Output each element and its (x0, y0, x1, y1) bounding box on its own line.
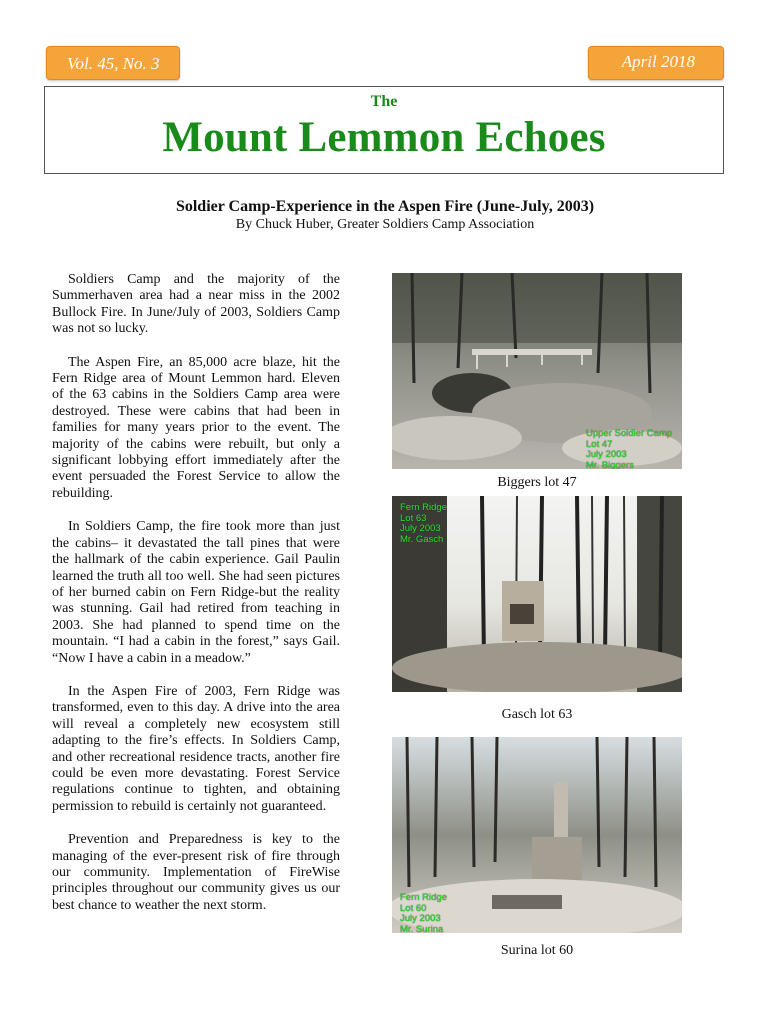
article-paragraph: In Soldiers Camp, the fire took more than just the cabins– it devastated the tall pines that were the hallmark of the cabin experience. Gail Paulin learned the truth all too well. She had seen pictures of her burned cabin on Fern Ridge-but the reality was stunning. Gail had retired from teaching in 2003. She had planned to spend time on the mountain. “I had a cabin in the forest,” says Gail. “Now I have a cabin in a meadow.” (52, 519, 340, 666)
photo-stamp-line: July 2003 (400, 913, 441, 924)
date-badge: April 2018 (588, 46, 724, 80)
photo-stamp-line: Lot 47 (586, 438, 613, 450)
photo-stamp (400, 503, 447, 545)
masthead-the: The (370, 93, 398, 110)
photo-stamp-line: Upper Soldier Camp (586, 428, 673, 439)
photo-stamp-line: Lot 60 (400, 902, 427, 914)
photo-stamp-line: Lot 63 (400, 512, 427, 524)
photo-biggers (392, 273, 682, 469)
photo-stamp-line: Mr. Surina (400, 923, 444, 933)
photo-caption: Gasch lot 63 (501, 707, 573, 722)
article-paragraph: Soldiers Camp and the majority of the Summerhaven area had a near miss in the 2002 Bullock Fire. In June/July of 2003, Soldiers Camp was not so lucky. (52, 272, 340, 337)
photo-stamp-line: July 2003 (400, 523, 441, 534)
article-paragraph: Prevention and Preparedness is key to the managing of the ever-present risk of fire through our community. Implementation of FireWise principles throughout our community gives us our best chance to weather the next storm. (52, 832, 340, 913)
volume-badge: Vol. 45, No. 3 (46, 46, 180, 80)
article-headline: Soldier Camp-Experience in the Aspen Fire (June-July, 2003) (175, 198, 595, 215)
photo-stamp-line: Mr. Gasch (400, 533, 444, 545)
article-paragraph: The Aspen Fire, an 85,000 acre blaze, hit the Fern Ridge area of Mount Lemmon hard. Eleven of the 63 cabins in the Soldiers Camp area were destroyed. These were cabins that had been in families for many years prior to the event. The majority of the cabins were rebuilt, but only a significant lobbying effort immediately after the event persuaded the Forest Service to allow the rebuilding. (52, 354, 340, 501)
photo-stamp-line: July 2003 (586, 449, 627, 460)
photo-stamp-line: Fern Ridge (400, 892, 447, 903)
masthead (44, 86, 724, 174)
photo-gasch (392, 496, 682, 692)
photo-stamp-line: Fern Ridge (400, 502, 447, 513)
photo-stamp (586, 429, 672, 469)
photo-caption: Surina lot 60 (500, 943, 574, 958)
photo-stamp-line: Mr. Biggers (586, 459, 635, 469)
photo-surina (392, 737, 682, 933)
photo-caption: Biggers lot 47 (497, 475, 577, 490)
article-byline: By Chuck Huber, Greater Soldiers Camp Association (235, 217, 535, 232)
article-paragraph: In the Aspen Fire of 2003, Fern Ridge was transformed, even to this day. A drive into the area will reveal a completely new ecosystem still adapting to the fire’s effects. In Soldiers Camp, and other recreational residence tracts, another fire could be even more devastating. Forest Service regulations continue to tighten, and obtaining permission to rebuild is certainly not guaranteed. (52, 683, 340, 814)
photo-stamp (400, 893, 447, 933)
newsletter-title: Mount Lemmon Echoes (162, 114, 606, 161)
article-body (52, 272, 340, 931)
